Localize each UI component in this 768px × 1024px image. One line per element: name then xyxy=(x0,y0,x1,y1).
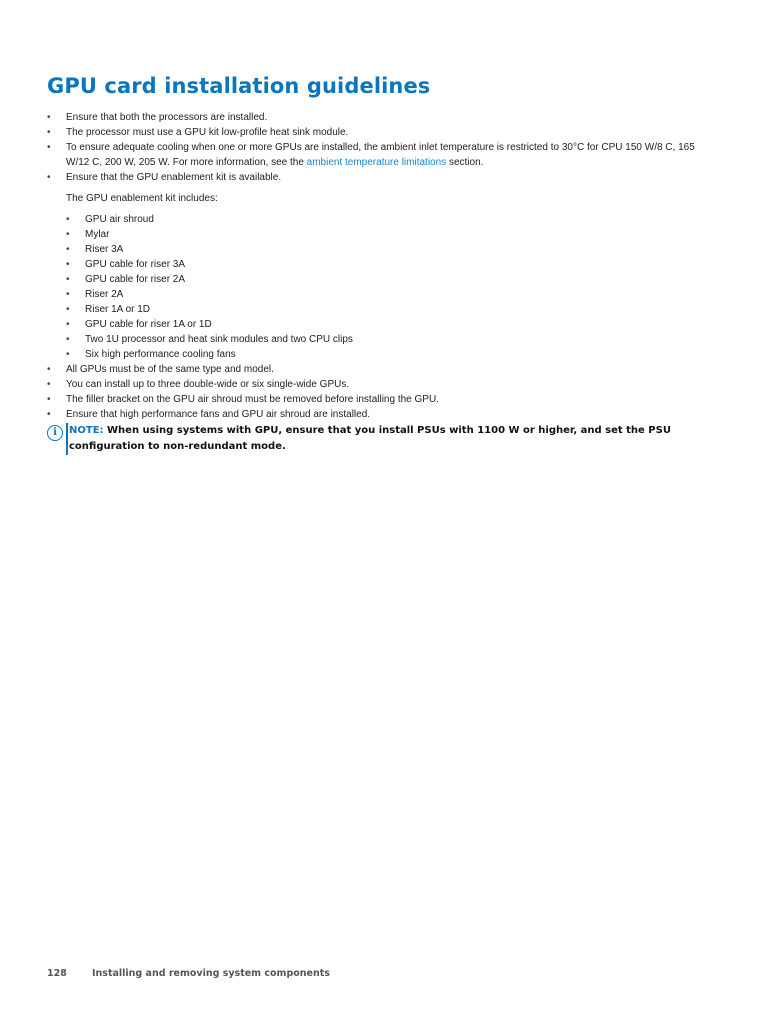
ambient-temperature-limitations-link[interactable]: ambient temperature limitations xyxy=(306,157,447,168)
note-body: When using systems with GPU, ensure that you install PSUs with 1100 W or higher, and set the PSU configuration to non-redundant mode. xyxy=(69,425,671,452)
list-item-text: section. xyxy=(446,157,484,168)
bullet-marker: • xyxy=(47,127,51,138)
note-divider xyxy=(66,423,68,455)
bullet-marker: • xyxy=(47,142,51,153)
kit-intro-text: The GPU enablement kit includes: xyxy=(66,193,218,204)
bullet-marker: • xyxy=(66,304,70,315)
kit-item xyxy=(66,287,717,302)
kit-item xyxy=(66,272,717,287)
list-item xyxy=(47,170,717,362)
bullet-marker: • xyxy=(66,319,70,330)
footer-section-title: Installing and removing system components xyxy=(92,968,330,979)
kit-items-list xyxy=(66,212,717,362)
list-item-text: The filler bracket on the GPU air shroud must be removed before installing the GPU. xyxy=(66,394,439,405)
bullet-marker: • xyxy=(66,229,70,240)
list-item-text: Ensure that both the processors are installed. xyxy=(66,112,268,123)
kit-item-text: GPU cable for riser 1A or 1D xyxy=(85,319,212,330)
kit-item xyxy=(66,257,717,272)
bullet-marker: • xyxy=(47,112,51,123)
kit-item-text: Riser 2A xyxy=(85,289,124,300)
kit-item-text: Six high performance cooling fans xyxy=(85,349,236,360)
list-item-text: All GPUs must be of the same type and model. xyxy=(66,364,274,375)
kit-item xyxy=(66,212,717,227)
bullet-marker: • xyxy=(66,289,70,300)
list-item xyxy=(47,392,717,407)
list-item-text: Ensure that the GPU enablement kit is available. xyxy=(66,172,282,183)
kit-item-text: GPU cable for riser 3A xyxy=(85,259,186,270)
list-item-text: Ensure that high performance fans and GPU air shroud are installed. xyxy=(66,409,371,420)
page-footer xyxy=(47,968,330,979)
kit-item-text: Mylar xyxy=(85,229,110,240)
list-item-text: You can install up to three double-wide or six single-wide GPUs. xyxy=(66,379,350,390)
bullet-marker: • xyxy=(47,364,51,375)
bullet-marker: • xyxy=(47,172,51,183)
kit-item xyxy=(66,317,717,332)
kit-item xyxy=(66,227,717,242)
guidelines-list xyxy=(47,110,717,422)
note-label: NOTE: xyxy=(69,425,104,436)
bullet-marker: • xyxy=(66,274,70,285)
list-item xyxy=(47,377,717,392)
kit-item xyxy=(66,302,717,317)
list-item xyxy=(47,110,717,125)
list-item-text: To ensure adequate cooling when one or more GPUs are installed, the ambient inlet temperature is restricted to 30°C for CPU 150 W/8 C, 165 W/12 C, 200 W, 205 W. For more information, see the xyxy=(66,142,695,168)
bullet-marker: • xyxy=(66,244,70,255)
kit-item xyxy=(66,347,717,362)
bullet-marker: • xyxy=(66,349,70,360)
list-item xyxy=(47,140,717,170)
bullet-marker: • xyxy=(66,259,70,270)
kit-item-text: GPU cable for riser 2A xyxy=(85,274,186,285)
page-number: 128 xyxy=(47,968,67,979)
kit-item-text: GPU air shroud xyxy=(85,214,154,225)
page-title: GPU card installation guidelines xyxy=(47,74,431,98)
kit-item-text: Riser 3A xyxy=(85,244,124,255)
kit-item xyxy=(66,332,717,347)
bullet-marker: • xyxy=(66,214,70,225)
list-item xyxy=(47,125,717,140)
kit-item-text: Two 1U processor and heat sink modules and two CPU clips xyxy=(85,334,353,345)
note-text xyxy=(69,423,689,455)
list-item xyxy=(47,362,717,377)
bullet-marker: • xyxy=(66,334,70,345)
bullet-marker: • xyxy=(47,409,51,420)
kit-item-text: Riser 1A or 1D xyxy=(85,304,151,315)
info-icon: i xyxy=(47,425,63,441)
list-item xyxy=(47,407,717,422)
list-item-text: The processor must use a GPU kit low-profile heat sink module. xyxy=(66,127,349,138)
bullet-marker: • xyxy=(47,379,51,390)
bullet-marker: • xyxy=(47,394,51,405)
kit-item xyxy=(66,242,717,257)
